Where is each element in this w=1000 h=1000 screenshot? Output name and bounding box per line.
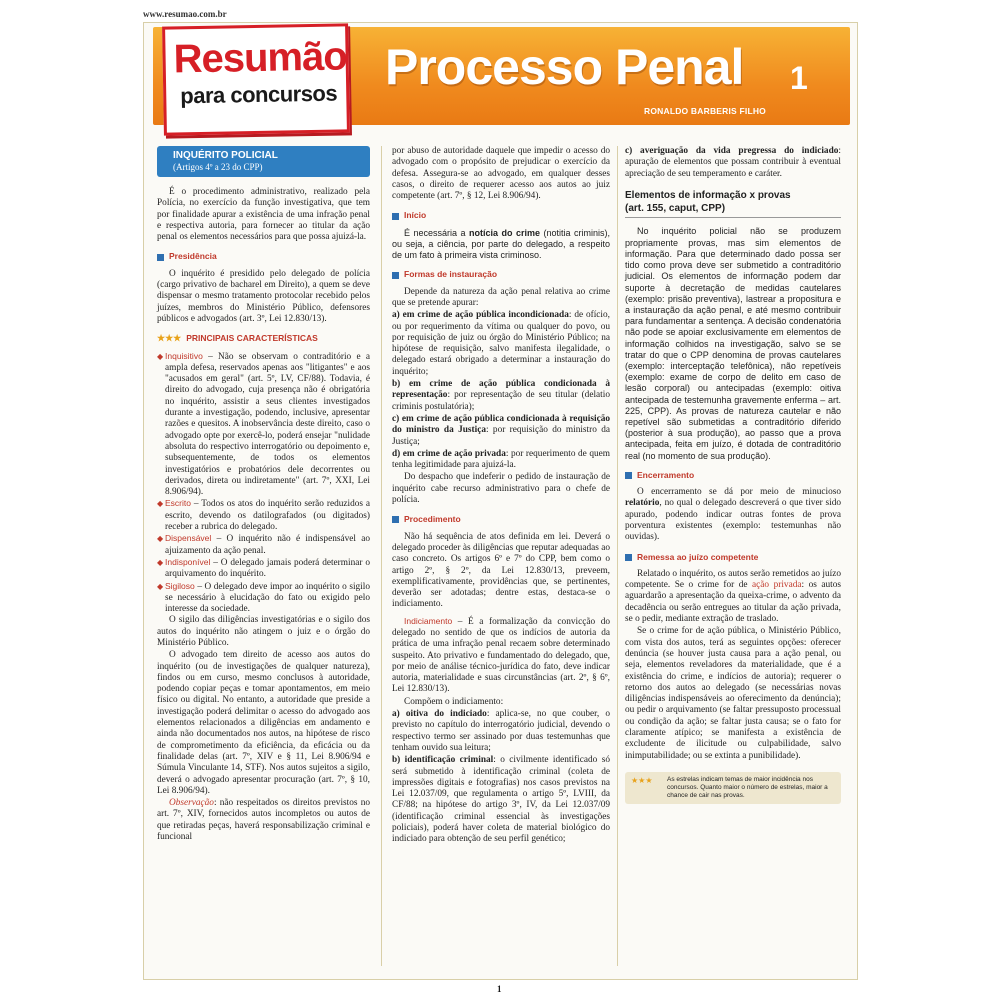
column-1 (157, 146, 370, 843)
list-item: ◆ Sigiloso – O delegado deve impor ao inquérito o sigilo se necessário à elucidação do fato ou exigido pelo interesse da sociedade. (157, 580, 370, 615)
sigilo-paragraph: O sigilo das diligências investigatórias e o sigilo dos autos do inquérito não atingem o juiz e o órgão do Ministério Público. (157, 615, 370, 648)
indiciamento-item-b: b) identificação criminal: o civilmente identificado só será submetido à identificação criminal (coleta de impressões digitais e fotografias) nos casos previstos na Lei 12.037/09, que regulamenta o artigo 5º, LVIII, da CF/88; na hipótese do artigo 3º, IV, da Lei 12.037/09 (identificação criminal essencial às investigações policiais), poderá haver coleta de material biológico do indiciado para obtenção de seu perfil genético; (392, 755, 610, 845)
remessa-paragraph-2: Se o crime for de ação pública, o Ministério Público, com vista dos autos, terá as seguintes opções: oferecer denúncia (se houver justa causa para a ação penal, ou seja, elementos reveladores da materialidade, que é a existência do crime, e indícios de autoria); requerer o retorno dos autos ao delegado (se necessárias novas diligências indispensáveis ao oferecimento da denúncia); ou pedir o arquivamento (se faltar pressuposto processual ou condição da ação; se faltar justa causa; se o fato for claramente atípico; se manifesta a existência de excludente de ilicitude ou culpabilidade, salvo inimputabilidade; ou se extinta a punibilidade). (625, 626, 841, 761)
continuation-paragraph: por abuso de autoridade daquele que impedir o acesso do advogado com o propósito de prejudicar o exercício da defesa. Assegura-se ao advogado, em qualquer desses casos, o direito de requerer acesso aos autos ao juiz competente (art. 7º, § 12, Lei 8.906/94). (392, 146, 610, 202)
logo (162, 23, 350, 135)
section-heading-remessa: Remessa ao juízo competente (625, 552, 841, 563)
legend-text: As estrelas indicam temas de maior incidência nos concursos. Quanto maior o número de estrelas, maior a chance de cair nas provas. (667, 775, 828, 799)
formas-item-a: a) em crime de ação pública incondicionada: de ofício, ou por requerimento da vítima ou qualquer do povo, ou por requisição de juiz ou órgão do Ministério Público; na hipótese de requisição, salvo manifesta ilegalidade, o delegado estará obrigado a determinar a instauração do inquérito; (392, 310, 610, 377)
column-divider (617, 146, 618, 966)
diamond-bullet-icon: ◆ (157, 351, 164, 361)
despacho-paragraph: Do despacho que indeferir o pedido de instauração de inquérito cabe recurso administrativo para o chefe de polícia. (392, 472, 610, 506)
elementos-heading: Elementos de informação x provas (625, 189, 791, 201)
diamond-bullet-icon: ◆ (157, 581, 164, 591)
observacao-paragraph: Observação: não respeitados os direitos previstos no art. 7º, XIV, fornecidos autos incompletos ou autos de que retiradas peças, haverá responsabilização criminal e funcional (157, 798, 370, 843)
column-3 (625, 146, 841, 804)
square-bullet-icon (625, 472, 632, 479)
list-item: ◆ Indisponível – O delegado jamais poderá determinar o arquivamento do inquérito. (157, 556, 370, 580)
formas-item-b: b) em crime de ação pública condicionada à representação: por representação de seu titular (delatio criminis postulatória); (392, 379, 610, 412)
list-item: ◆ Inquisitivo – Não se observam o contraditório e a ampla defesa, reservados apenas aos "litigantes" e aos "acusados em geral" (art. 5º, LV, CF/88). Todavia, é direito do advogado, cuja presença não é obrigatória no inquérito, assistir a seus clientes investigados durante a investigação, podendo, inclusive, apresentar razões e quesitos. A inobservância deste direito, caso o advogado opte por exercê-lo, poderá ensejar "nulidade absoluta do respectivo interrogatório ou depoimento e, subsequentemente, de todos os elementos investigatórios e probatórios dele decorrentes ou derivados, direta ou indiretamente" (art. 7º, XXI, Lei 8.906/94). (157, 350, 370, 498)
diamond-bullet-icon: ◆ (157, 499, 164, 509)
logo-sub-text: para concursos (180, 80, 338, 109)
presidencia-paragraph: O inquérito é presidido pelo delegado de polícia (cargo privativo de bacharel em Direito), a quem se deve dispensar o mesmo tratamento protocolar recebido pelos juízes, membros do Ministério Público, defensores públicos e advogados (art. 3º, Lei 12.830/13). (157, 268, 370, 324)
square-bullet-icon (157, 254, 164, 261)
formas-item-d: d) em crime de ação privada: por requerimento de quem tenha legitimidade para ajuizá-la. (392, 448, 610, 471)
section-heading-inicio: Início (392, 210, 610, 221)
diamond-bullet-icon: ◆ (157, 557, 164, 567)
formas-item-c: c) em crime de ação pública condicionada à requisição do ministro da Justiça: por requisição do ministro da Justiça; (392, 413, 611, 447)
elementos-reference: (art. 155, caput, CPP) (625, 203, 841, 218)
page-number: 1 (497, 984, 502, 994)
column-divider (381, 146, 382, 966)
section-box-title: INQUÉRITO POLICIAL (173, 150, 278, 161)
list-item: ◆ Dispensável – O inquérito não é indispensável ao ajuizamento da ação penal. (157, 533, 370, 556)
formas-intro: Depende da natureza da ação penal relativa ao crime que se pretende apurar: (392, 286, 610, 308)
section-heading-formas: Formas de instauração (392, 269, 610, 280)
site-url[interactable]: www.resumao.com.br (143, 9, 227, 19)
advogado-paragraph: O advogado tem direito de acesso aos autos do inquérito (ou de investigações de qualquer natureza), findos ou em curso, mesmo conclusos à autoridade, podendo copiar peças e tomar apontamentos, em meio físico ou digital. No entanto, a autoridade que preside a investigação poderá delimitar o acesso do advogado aos elementos relacionados a diligências em andamento e ainda não documentados nos autos, na hipótese de risco de comprometimento da eficiência, da eficácia ou da finalidade delas (art. 7º, XIV e § 11, Lei 8.906/94 e Súmula Vinculante 14, STF). Nos autos sujeitos a sigilo, deverá o advogado apresentar procuração (art. 7º, § 10, Lei 8.906/94). (157, 650, 370, 796)
intro-paragraph: É o procedimento administrativo, realizado pela Polícia, no exercício da função investigativa, que tem por finalidade apurar a existência de uma infração penal e respectiva autoria, para fornecer ao titular da ação penal os elementos necessários para que possa ajuizá-la. (157, 187, 370, 243)
square-bullet-icon (392, 516, 399, 523)
section-heading-procedimento: Procedimento (392, 514, 610, 525)
square-bullet-icon (392, 272, 399, 279)
square-bullet-icon (625, 554, 632, 561)
column-2 (392, 146, 610, 846)
compoe-line: Compõem o indiciamento: (404, 696, 504, 707)
indiciamento-paragraph: Indiciamento – É a formalização da convicção do delegado no sentido de que os indícios de autoria da prática de uma infração penal recaem sobre determinado suspeito. Ato privativo e fundamentado do delegado, que, por meio de análise técnico-jurídica do fato, deve indicar autoria, materialidade e suas circunstâncias (art. 2º, § 6º, Lei 12.830/13). (392, 615, 610, 695)
section-heading-encerramento: Encerramento (625, 470, 841, 481)
author: RONALDO BARBERIS FILHO (644, 106, 766, 116)
inicio-paragraph: É necessária a notícia do crime (notitia criminis), ou seja, a ciência, por parte do delegado, a respeito de um fato à primeira vista criminoso. (392, 227, 610, 261)
section-box-subtitle: (Artigos 4º a 23 do CPP) (173, 162, 263, 172)
volume-number: 1 (790, 60, 808, 96)
indiciamento-item-a: a) oitiva do indiciado: aplica-se, no que couber, o previsto no capítulo do interrogatório judicial, devendo o respectivo termo ser assinado por duas testemunhas que tenham ouvido sua leitura; (392, 709, 610, 753)
logo-main-text: Resumão (173, 34, 348, 82)
page-title: Processo Penal (385, 39, 744, 95)
star-icon: ★★★ (631, 775, 653, 785)
stars-legend (625, 772, 841, 804)
section-heading-presidencia: Presidência (157, 251, 370, 262)
star-icon: ★★★ (157, 333, 182, 344)
procedimento-paragraph: Não há sequência de atos definida em lei. Deverá o delegado proceder às diligências que reputar adequadas ao caso concreto. Os artigos 6º e 7º do CPP, bem como o artigo 2º, § 2º, da Lei 12.830/13, preveem, exemplificativamente, providências que, se pertinentes, deverão ser adotadas; dentre estas, destaca-se o indiciamento. (392, 531, 610, 610)
diamond-bullet-icon: ◆ (157, 534, 164, 544)
section-box-inquerito (157, 146, 370, 177)
section-heading-caracteristicas: ★★★ PRINCIPAIS CARACTERÍSTICAS (157, 333, 318, 344)
remessa-paragraph: Relatado o inquérito, os autos serão remetidos ao juízo competente. Se o crime for de ação privada: os autos aguardarão a apresentação da queixa-crime, o advento da decadência ou serão entregues ao titular da ação privada, se o pedir, mediante extração de traslado. (625, 568, 842, 625)
indiciamento-item-c: c) averiguação da vida pregressa do indiciado: apuração de elementos que possam contribuir à eventual apreciação de seu temperamento e caráter. (625, 146, 841, 179)
square-bullet-icon (392, 213, 399, 220)
elementos-paragraph: No inquérito policial não se produzem propriamente provas, mas sim elementos de informação. Para que determinado dado possa ser tido como prova deve ser submetido a contraditório judicial. Os elementos de informação podem dar suporte à decretação de medidas cautelares (exemplo: prisão preventiva), lastrear a propositura e a instauração da ação penal, e até mesmo contribuir para fundamentar a sentença. A decisão condenatória não pode se apoiar exclusivamente em elementos de informação colhidos na investigação, salvo se se tratar do que o CPP denomina de provas cautelares (exemplo: interceptação telefônica), não repetíveis (exemplo: exame de corpo de delito em caso de lesão corporal) ou antecipadas (exemplo: oitiva antecipada de testemunha gravemente enferma – art. 225, CPP). As provas de natureza cautelar e não repetível são submetidas a contraditório diferido (posterior à sua produção), ao passo que a prova antecipada, feita em juízo, é dotada de contraditório real (no momento de sua produção). (625, 226, 841, 461)
encerramento-paragraph: O encerramento se dá por meio de minucioso relatório, no qual o delegado descreverá o que tiver sido apurado, podendo indicar outras fontes de prova porventura existentes (exemplo: testemunhas não ouvidas). (625, 487, 841, 543)
list-item: ◆ Escrito – Todos os atos do inquérito serão reduzidos a escrito, devendo os datilografados (ou digitados) receber a rubrica do delegado. (157, 498, 370, 533)
